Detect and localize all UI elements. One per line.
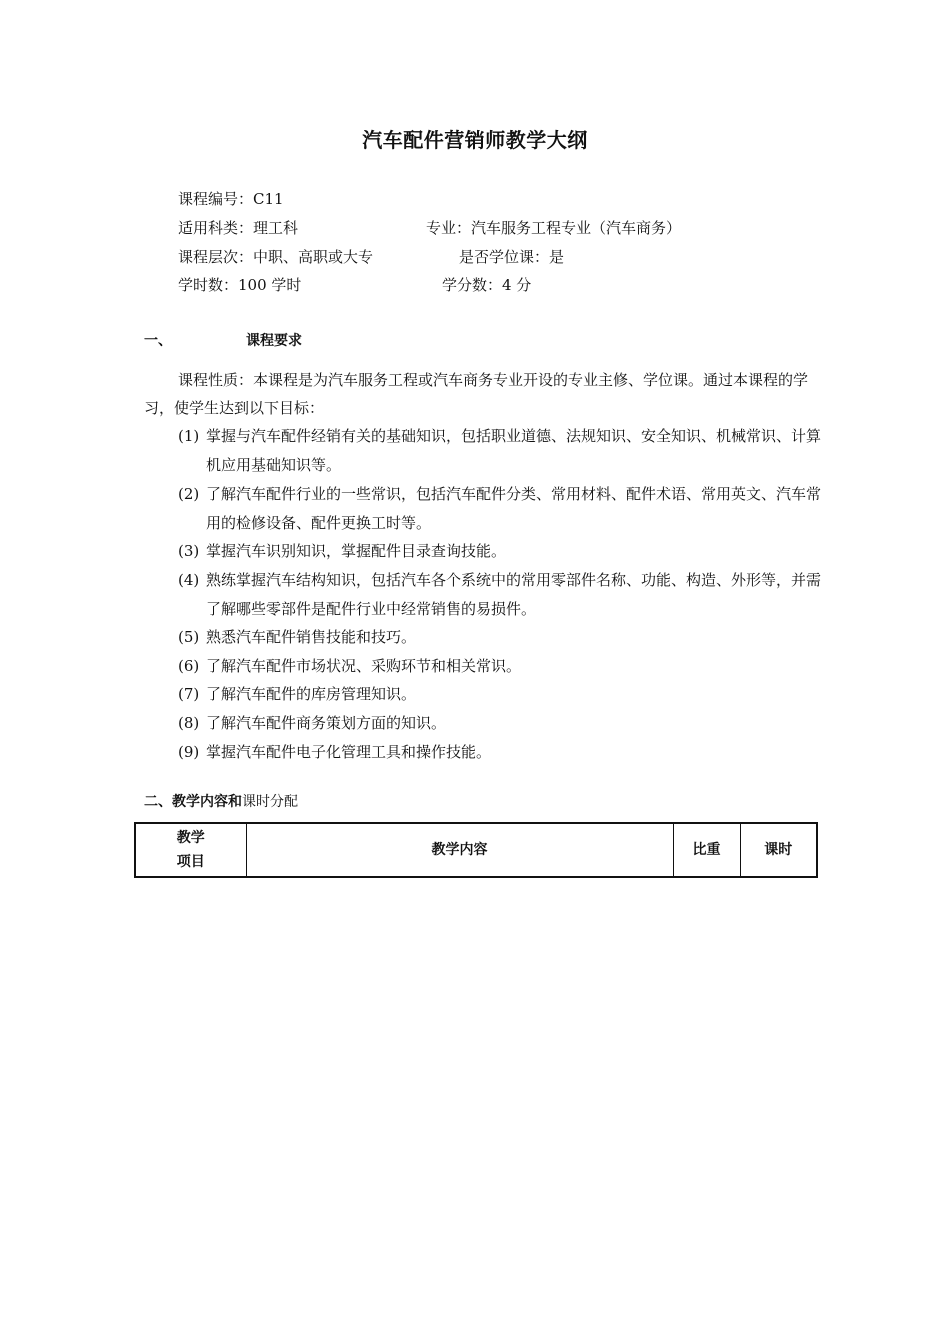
header-teaching-content: 教学内容 bbox=[246, 823, 673, 877]
header-weight: 比重 bbox=[673, 823, 740, 877]
section2-normal-part: 课时分配 bbox=[242, 794, 298, 810]
course-code: 课程编号：C11 bbox=[178, 190, 284, 208]
table-header-row bbox=[135, 823, 817, 877]
list-item bbox=[178, 709, 826, 738]
list-item-number: (9) bbox=[178, 743, 200, 761]
course-level: 课程层次：中职、高职或大专 bbox=[178, 248, 374, 266]
list-item-text: 了解汽车配件的库房管理知识。 bbox=[206, 685, 417, 703]
list-item-text: 熟练掌握汽车结构知识，包括汽车各个系统中的常用零部件名称、功能、构造、外形等，并需了解哪些零部件是配件行业中经常销售的易损件。 bbox=[206, 571, 822, 618]
list-item-text: 掌握汽车识别知识，掌握配件目录查询技能。 bbox=[206, 542, 507, 560]
degree-course: 是否学位课：是 bbox=[459, 248, 565, 266]
list-item bbox=[178, 537, 826, 566]
section1-title: 课程要求 bbox=[246, 333, 302, 349]
section2-bold-part: 二、教学内容和 bbox=[144, 794, 242, 810]
section1-number: 一、 bbox=[144, 333, 172, 349]
list-item-number: (4) bbox=[178, 571, 200, 589]
list-item-text: 熟悉汽车配件销售技能和技巧。 bbox=[206, 628, 417, 646]
list-item-number: (5) bbox=[178, 628, 200, 646]
list-item-number: (8) bbox=[178, 714, 200, 732]
list-item-text: 了解汽车配件市场状况、采购环节和相关常识。 bbox=[206, 657, 522, 675]
list-item bbox=[178, 738, 826, 767]
list-item-number: (6) bbox=[178, 657, 200, 675]
schedule-table bbox=[134, 822, 818, 878]
header-hours: 课时 bbox=[740, 823, 817, 877]
list-item-text: 了解汽车配件商务策划方面的知识。 bbox=[206, 714, 447, 732]
list-item bbox=[178, 652, 826, 681]
major-field: 专业：汽车服务工程专业（汽车商务） bbox=[426, 219, 682, 237]
section2-heading bbox=[144, 791, 298, 811]
list-item-text: 了解汽车配件行业的一些常识，包括汽车配件分类、常用材料、配件术语、常用英文、汽车常用的检修设备、配件更换工时等。 bbox=[206, 485, 822, 532]
list-item bbox=[178, 422, 826, 480]
list-item-number: (3) bbox=[178, 542, 200, 560]
list-item bbox=[178, 480, 826, 538]
document-title: 汽车配件营销师教学大纲 bbox=[362, 128, 588, 152]
list-item-number: (1) bbox=[178, 427, 200, 445]
list-item bbox=[178, 680, 826, 709]
list-item bbox=[178, 623, 826, 652]
course-hours: 学时数：100 学时 bbox=[178, 276, 302, 294]
list-item-text: 掌握汽车配件电子化管理工具和操作技能。 bbox=[206, 743, 492, 761]
list-item bbox=[178, 566, 826, 624]
list-item-number: (2) bbox=[178, 485, 200, 503]
list-item-text: 掌握与汽车配件经销有关的基础知识，包括职业道德、法规知识、安全知识、机械常识、计算机应用基础知识等。 bbox=[206, 427, 822, 474]
intro-paragraph: 课程性质：本课程是为汽车服务工程或汽车商务专业开设的专业主修、学位课。通过本课程的学习，使学生达到以下目标： bbox=[144, 371, 809, 417]
header-teaching-item: 教学 项目 bbox=[135, 823, 246, 877]
course-credits: 学分数：4 分 bbox=[442, 276, 532, 294]
applicable-field: 适用科类：理工科 bbox=[178, 219, 299, 237]
list-item-number: (7) bbox=[178, 685, 200, 703]
